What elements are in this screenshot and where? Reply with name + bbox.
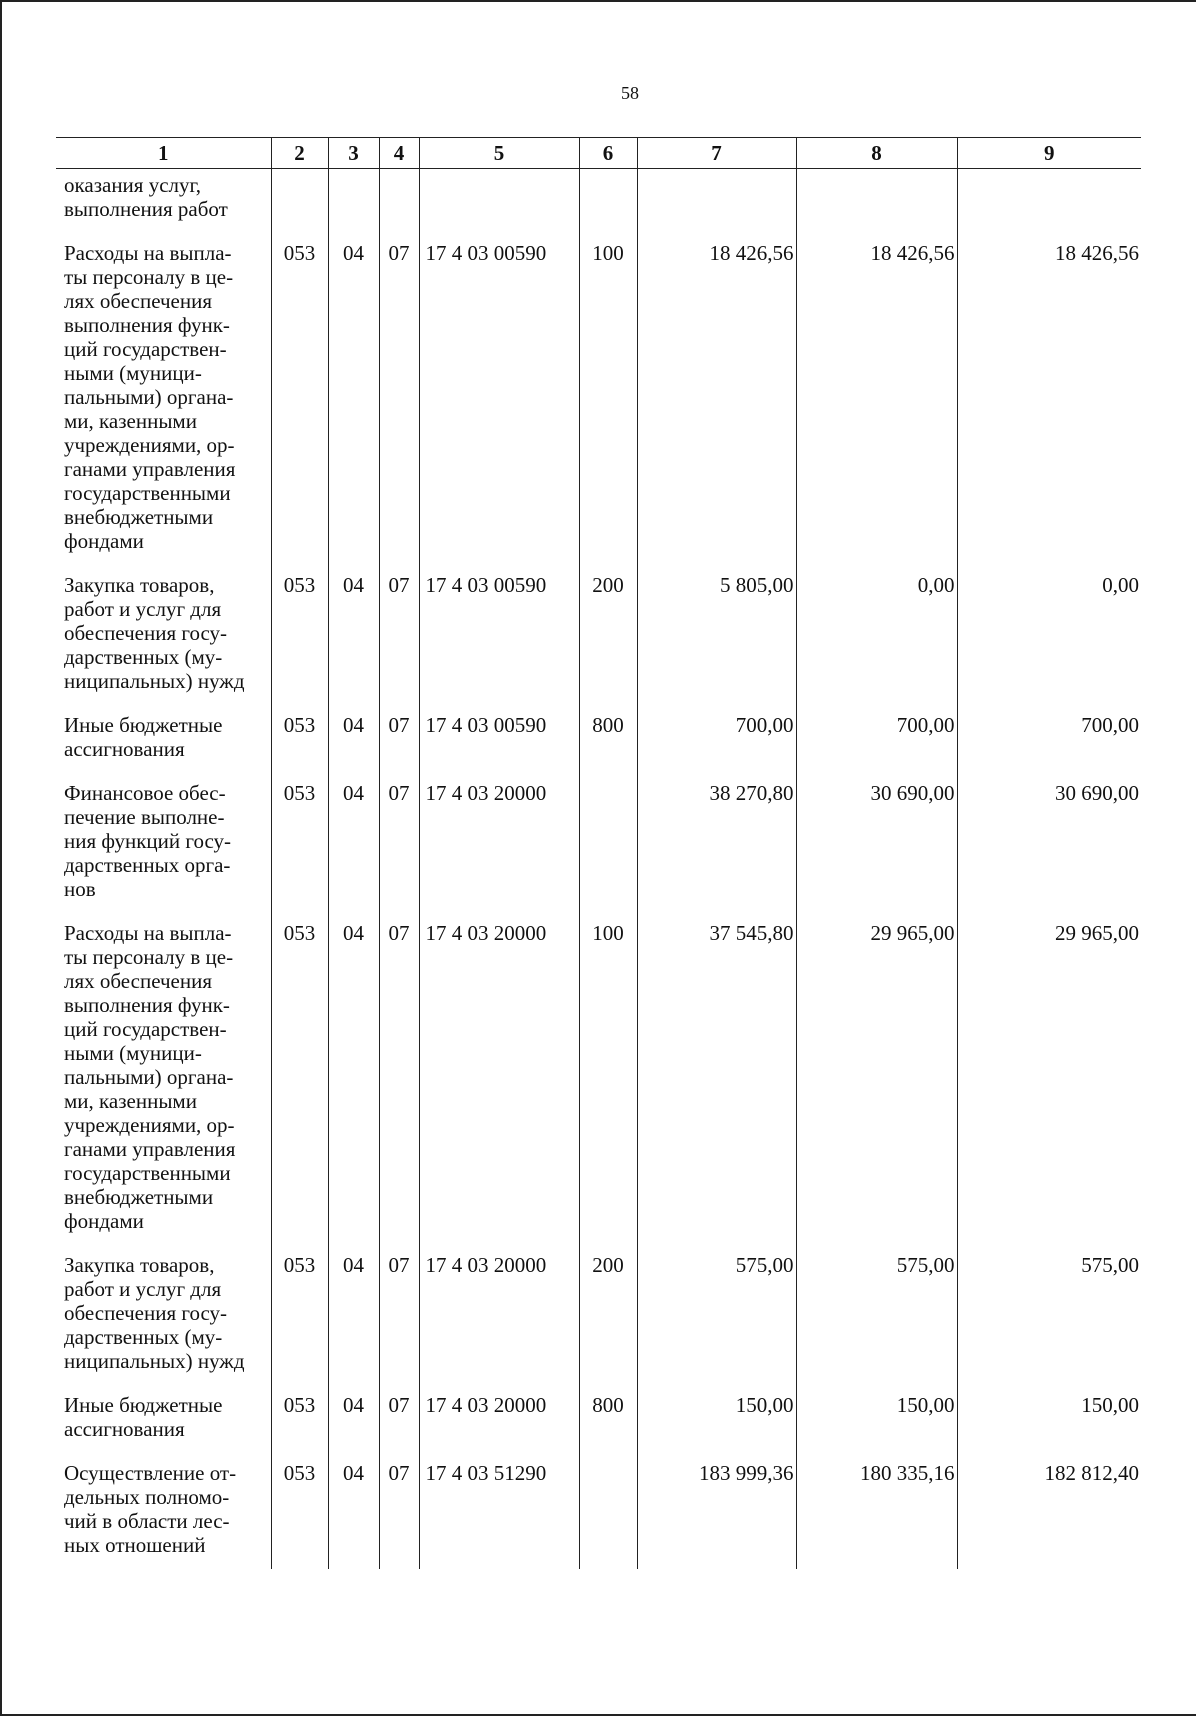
page-number: 58	[621, 83, 639, 103]
cell-subsection: 07	[379, 1453, 419, 1569]
cell-subsection: 07	[379, 1245, 419, 1385]
description-line: внебюджетными	[64, 1185, 214, 1209]
description-line: ассигнования	[64, 737, 185, 761]
description-line: ты персоналу в це-	[64, 265, 234, 289]
description-line: выполнения работ	[64, 197, 228, 221]
column-header: 9	[957, 138, 1141, 169]
cell-expense-type: 100	[579, 233, 637, 565]
table-row	[56, 705, 1141, 773]
table-row	[56, 1385, 1141, 1453]
cell-section: 04	[328, 773, 379, 913]
cell-amount-col8: 575,00	[796, 1245, 957, 1385]
table-header-row	[56, 138, 1141, 169]
cell-ministry-code: 053	[271, 1245, 328, 1385]
description-line: ными (муници-	[64, 1041, 202, 1065]
cell-amount-col7: 700,00	[637, 705, 796, 773]
description-line: государственными	[64, 481, 231, 505]
description-line: Закупка товаров,	[64, 573, 215, 597]
cell-amount-col7: 18 426,56	[637, 233, 796, 565]
cell-target-article	[419, 169, 579, 234]
column-header: 6	[579, 138, 637, 169]
cell-amount-col9: 575,00	[957, 1245, 1141, 1385]
description-line: Иные бюджетные	[64, 713, 223, 737]
cell-amount-col8: 700,00	[796, 705, 957, 773]
cell-expense-type	[579, 773, 637, 913]
cell-amount-col8: 29 965,00	[796, 913, 957, 1245]
table-row	[56, 1453, 1141, 1569]
description-line: дарственных (му-	[64, 645, 223, 669]
cell-amount-col9: 182 812,40	[957, 1453, 1141, 1569]
cell-subsection: 07	[379, 913, 419, 1245]
cell-target-article: 17 4 03 00590	[419, 705, 579, 773]
cell-subsection: 07	[379, 1385, 419, 1453]
cell-amount-col7: 5 805,00	[637, 565, 796, 705]
cell-expense-type: 200	[579, 565, 637, 705]
cell-amount-col9: 29 965,00	[957, 913, 1141, 1245]
description-line: внебюджетными	[64, 505, 214, 529]
cell-expense-type: 100	[579, 913, 637, 1245]
cell-amount-col7: 575,00	[637, 1245, 796, 1385]
cell-section: 04	[328, 565, 379, 705]
description-line: учреждениями, ор-	[64, 1113, 235, 1137]
cell-subsection: 07	[379, 233, 419, 565]
description-line: ниципальных) нужд	[64, 669, 245, 693]
cell-target-article: 17 4 03 20000	[419, 913, 579, 1245]
description-line: ганами управления	[64, 1137, 236, 1161]
description-line: чий в области лес-	[64, 1509, 230, 1533]
description-line: обеспечения госу-	[64, 1301, 228, 1325]
description-line: нов	[64, 877, 96, 901]
cell-ministry-code: 053	[271, 1453, 328, 1569]
description-line: ных отношений	[64, 1533, 206, 1557]
budget-table	[56, 137, 1141, 1569]
table-row	[56, 1245, 1141, 1385]
description-line: дельных полномо-	[64, 1485, 230, 1509]
cell-amount-col7: 38 270,80	[637, 773, 796, 913]
cell-section: 04	[328, 233, 379, 565]
description-line: ганами управления	[64, 457, 236, 481]
cell-amount-col9: 700,00	[957, 705, 1141, 773]
cell-expense-type: 200	[579, 1245, 637, 1385]
cell-amount-col9: 0,00	[957, 565, 1141, 705]
description-line: ты персоналу в це-	[64, 945, 234, 969]
cell-description	[56, 773, 271, 913]
cell-ministry-code: 053	[271, 565, 328, 705]
cell-subsection	[379, 169, 419, 234]
description-line: ния функций госу-	[64, 829, 232, 853]
column-header: 1	[56, 138, 271, 169]
cell-section: 04	[328, 1385, 379, 1453]
cell-description	[56, 705, 271, 773]
column-header: 3	[328, 138, 379, 169]
cell-description	[56, 1245, 271, 1385]
cell-section: 04	[328, 1245, 379, 1385]
column-header: 8	[796, 138, 957, 169]
cell-amount-col7: 150,00	[637, 1385, 796, 1453]
description-line: работ и услуг для	[64, 597, 222, 621]
description-line: фондами	[64, 1209, 144, 1233]
description-line: ными (муници-	[64, 361, 202, 385]
cell-amount-col8: 150,00	[796, 1385, 957, 1453]
cell-description	[56, 233, 271, 565]
column-header: 2	[271, 138, 328, 169]
description-line: ниципальных) нужд	[64, 1349, 245, 1373]
description-line: пальными) органа-	[64, 385, 234, 409]
description-line: Расходы на выпла-	[64, 241, 232, 265]
column-header: 5	[419, 138, 579, 169]
cell-ministry-code: 053	[271, 705, 328, 773]
description-line: дарственных орга-	[64, 853, 231, 877]
cell-description	[56, 565, 271, 705]
description-line: пальными) органа-	[64, 1065, 234, 1089]
cell-description	[56, 1453, 271, 1569]
table-row	[56, 169, 1141, 234]
cell-section: 04	[328, 705, 379, 773]
cell-expense-type	[579, 1453, 637, 1569]
description-line: лях обеспечения	[64, 969, 213, 993]
description-line: дарственных (му-	[64, 1325, 223, 1349]
description-line: ми, казенными	[64, 409, 197, 433]
cell-amount-col7: 183 999,36	[637, 1453, 796, 1569]
column-header: 4	[379, 138, 419, 169]
description-line: выполнения функ-	[64, 993, 230, 1017]
cell-subsection: 07	[379, 705, 419, 773]
description-line: ций государствен-	[64, 337, 227, 361]
description-line: Осуществление от-	[64, 1461, 237, 1485]
description-line: выполнения функ-	[64, 313, 230, 337]
cell-amount-col9	[957, 169, 1141, 234]
cell-target-article: 17 4 03 20000	[419, 1245, 579, 1385]
cell-expense-type	[579, 169, 637, 234]
cell-target-article: 17 4 03 00590	[419, 233, 579, 565]
cell-section: 04	[328, 913, 379, 1245]
description-line: Иные бюджетные	[64, 1393, 223, 1417]
description-line: Закупка товаров,	[64, 1253, 215, 1277]
cell-description	[56, 913, 271, 1245]
cell-expense-type: 800	[579, 705, 637, 773]
cell-section: 04	[328, 1453, 379, 1569]
description-line: ассигнования	[64, 1417, 185, 1441]
cell-amount-col7: 37 545,80	[637, 913, 796, 1245]
description-line: Финансовое обес-	[64, 781, 226, 805]
cell-target-article: 17 4 03 51290	[419, 1453, 579, 1569]
description-line: печение выполне-	[64, 805, 225, 829]
cell-target-article: 17 4 03 20000	[419, 773, 579, 913]
cell-amount-col7	[637, 169, 796, 234]
cell-expense-type: 800	[579, 1385, 637, 1453]
description-line: ций государствен-	[64, 1017, 227, 1041]
description-line: работ и услуг для	[64, 1277, 222, 1301]
cell-description	[56, 1385, 271, 1453]
description-line: оказания услуг,	[64, 173, 202, 197]
cell-section	[328, 169, 379, 234]
cell-description	[56, 169, 271, 234]
cell-amount-col9: 150,00	[957, 1385, 1141, 1453]
cell-amount-col8	[796, 169, 957, 234]
table-row	[56, 233, 1141, 565]
description-line: Расходы на выпла-	[64, 921, 232, 945]
cell-ministry-code: 053	[271, 233, 328, 565]
table-row	[56, 913, 1141, 1245]
description-line: фондами	[64, 529, 144, 553]
cell-subsection: 07	[379, 565, 419, 705]
description-line: лях обеспечения	[64, 289, 213, 313]
cell-amount-col8: 0,00	[796, 565, 957, 705]
table-row	[56, 773, 1141, 913]
cell-subsection: 07	[379, 773, 419, 913]
description-line: ми, казенными	[64, 1089, 197, 1113]
cell-amount-col9: 18 426,56	[957, 233, 1141, 565]
description-line: государственными	[64, 1161, 231, 1185]
table-row	[56, 565, 1141, 705]
cell-ministry-code: 053	[271, 1385, 328, 1453]
cell-amount-col9: 30 690,00	[957, 773, 1141, 913]
cell-target-article: 17 4 03 20000	[419, 1385, 579, 1453]
description-line: учреждениями, ор-	[64, 433, 235, 457]
cell-ministry-code: 053	[271, 913, 328, 1245]
cell-target-article: 17 4 03 00590	[419, 565, 579, 705]
cell-ministry-code: 053	[271, 773, 328, 913]
cell-amount-col8: 18 426,56	[796, 233, 957, 565]
column-header: 7	[637, 138, 796, 169]
cell-amount-col8: 180 335,16	[796, 1453, 957, 1569]
description-line: обеспечения госу-	[64, 621, 228, 645]
cell-ministry-code	[271, 169, 328, 234]
cell-amount-col8: 30 690,00	[796, 773, 957, 913]
